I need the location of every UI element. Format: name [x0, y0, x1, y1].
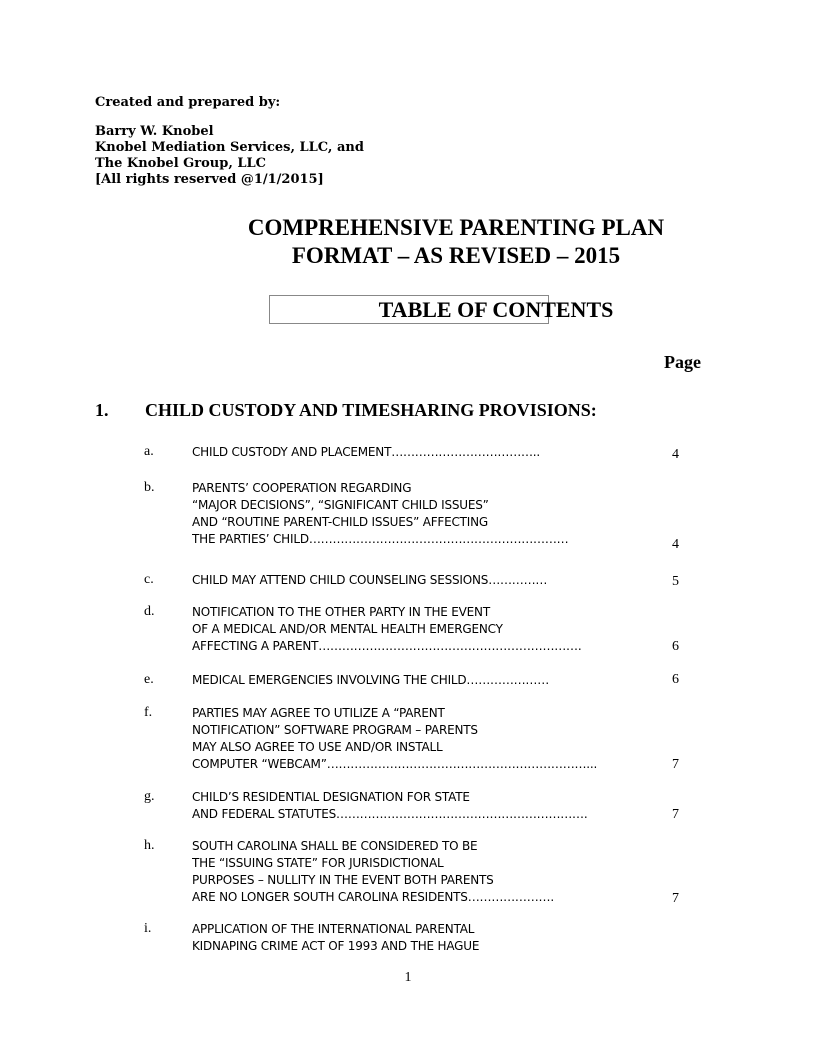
entry-line: AND “ROUTINE PARENT-CHILD ISSUES” AFFECTING: [192, 515, 489, 529]
entry-line: “MAJOR DECISIONS”, “SIGNIFICANT CHILD ISSUES”: [192, 498, 489, 512]
entry-page: 7: [672, 807, 679, 822]
entry-page: 6: [672, 639, 679, 654]
entry-page: 4: [672, 537, 679, 552]
entry-letter: e.: [144, 672, 154, 687]
title-line-2: FORMAT – AS REVISED – 2015: [291, 243, 621, 268]
entry-line: MAY ALSO AGREE TO USE AND/OR INSTALL: [192, 740, 443, 754]
entry-line: PARTIES MAY AGREE TO UTILIZE A “PARENT: [192, 706, 445, 720]
entry-letter: g.: [144, 789, 155, 804]
entry-page: 4: [672, 447, 679, 462]
entry-line: CHILD’S RESIDENTIAL DESIGNATION FOR STATE: [192, 790, 470, 804]
entry-line: THE “ISSUING STATE” FOR JURISDICTIONAL: [192, 856, 444, 870]
entry-line: THE PARTIES’ CHILD…………………………………………………………: [192, 532, 569, 546]
entry-line: KIDNAPING CRIME ACT OF 1993 AND THE HAGUE: [192, 939, 480, 953]
toc-title: TABLE OF CONTENTS: [378, 297, 614, 322]
entry-page: 5: [672, 574, 679, 589]
entry-line: AFFECTING A PARENT………………………………………………………….: [192, 639, 582, 653]
author-line: Barry W. Knobel: [95, 124, 214, 139]
entry-page: 7: [672, 757, 679, 772]
entry-line: AND FEDERAL STATUTES……………………………………………………….: [192, 807, 588, 821]
entry-letter: c.: [144, 572, 154, 587]
author-heading: Created and prepared by:: [95, 95, 281, 110]
entry-line: NOTIFICATION TO THE OTHER PARTY IN THE EVENT: [192, 605, 490, 619]
page-number: 1: [404, 970, 412, 985]
document-title: [150, 214, 762, 270]
entry-letter: a.: [144, 444, 154, 459]
entry-line: CHILD CUSTODY AND PLACEMENT………………………………..: [192, 445, 541, 459]
author-line: The Knobel Group, LLC: [95, 156, 267, 171]
entry-line: NOTIFICATION” SOFTWARE PROGRAM – PARENTS: [192, 723, 478, 737]
entry-line: PARENTS’ COOPERATION REGARDING: [192, 481, 412, 495]
entry-line: SOUTH CAROLINA SHALL BE CONSIDERED TO BE: [192, 839, 478, 853]
entry-line: PURPOSES – NULLITY IN THE EVENT BOTH PARENTS: [192, 873, 494, 887]
author-line: [All rights reserved @1/1/2015]: [95, 172, 324, 187]
author-block: [95, 95, 364, 188]
entry-line: COMPUTER “WEBCAM”…………………………………………………………...: [192, 757, 598, 771]
section-number: 1.: [95, 400, 109, 420]
author-line: Knobel Mediation Services, LLC, and: [95, 140, 364, 155]
entry-line: OF A MEDICAL AND/OR MENTAL HEALTH EMERGENCY: [192, 622, 503, 636]
entry-letter: h.: [144, 838, 155, 853]
entry-line: APPLICATION OF THE INTERNATIONAL PARENTAL: [192, 922, 475, 936]
page-column-label: Page: [664, 352, 701, 372]
entry-page: 7: [672, 891, 679, 906]
entry-line: ARE NO LONGER SOUTH CAROLINA RESIDENTS………………….: [192, 890, 554, 904]
entry-letter: d.: [144, 604, 155, 619]
title-line-1: COMPREHENSIVE PARENTING PLAN: [247, 215, 665, 240]
entry-line: MEDICAL EMERGENCIES INVOLVING THE CHILD…………………: [192, 673, 550, 687]
entry-page: 6: [672, 672, 679, 687]
section-title: CHILD CUSTODY AND TIMESHARING PROVISIONS:: [145, 400, 597, 420]
entry-line: CHILD MAY ATTEND CHILD COUNSELING SESSIONS……………: [192, 573, 548, 587]
entry-letter: b.: [144, 480, 155, 495]
entry-letter: i.: [144, 921, 152, 936]
entry-letter: f.: [144, 705, 153, 720]
